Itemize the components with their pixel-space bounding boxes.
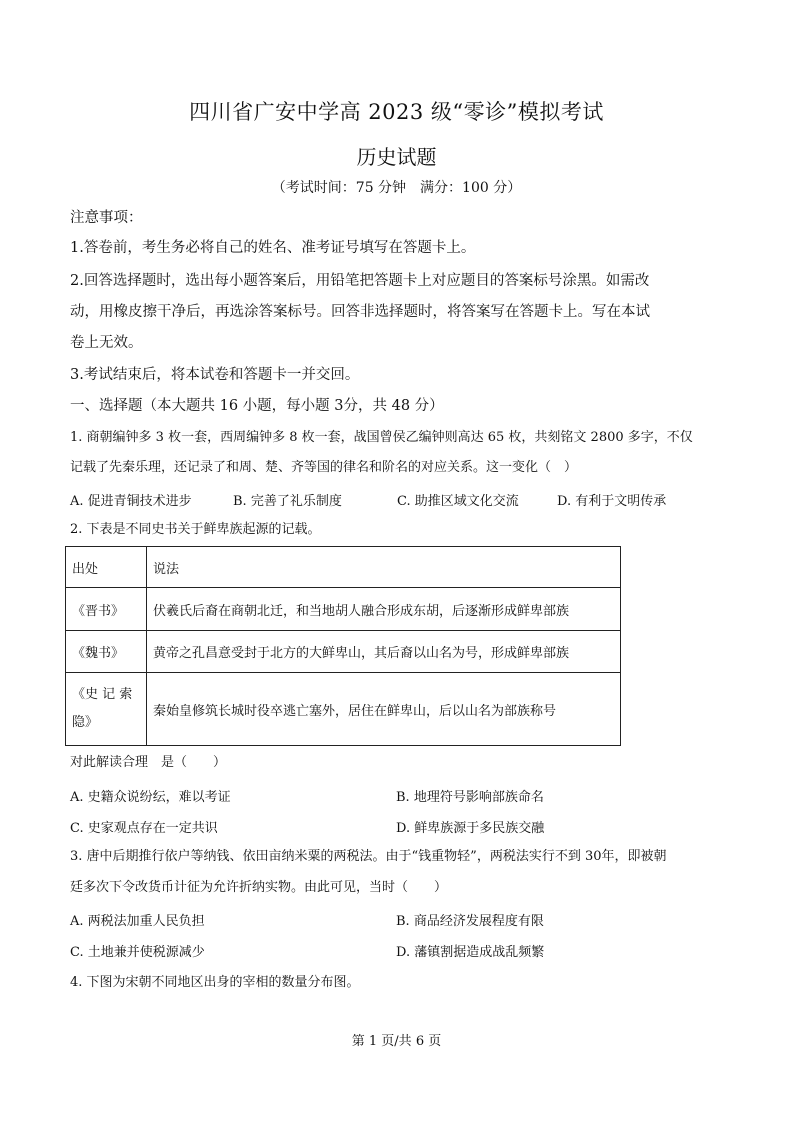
table-cell-claim: 黄帝之孔昌意受封于北方的大鲜卑山，其后裔以山名为号，形成鲜卑部族 bbox=[147, 631, 621, 673]
section-1-heading: 一、选择题（本大题共 16 小题，每小题 3分，共 48 分） bbox=[70, 398, 444, 414]
note-1: 1.答卷前，考生务必将自己的姓名、准考证号填写在答题卡上。 bbox=[70, 240, 476, 256]
q3-option-c: C. 土地兼并使税源减少 bbox=[70, 945, 205, 960]
exam-info: （考试时间：75 分钟 满分：100 分） bbox=[271, 180, 522, 196]
q1-stem-line-1: 1. 商朝编钟多 3 枚一套，西周编钟多 8 枚一套，战国曾侯乙编钟则高达 65 枚，共刻铭文 2800 多字，不仅 bbox=[70, 430, 693, 445]
table-header-row bbox=[66, 547, 621, 588]
q2-option-c: C. 史家观点存在一定共识 bbox=[70, 821, 218, 836]
page-footer: 第 1 页/共 6 页 bbox=[351, 1034, 442, 1049]
table-cell-source bbox=[66, 673, 147, 746]
table-cell-source-line-2: 隐》 bbox=[72, 715, 99, 730]
table-cell-source: 《晋书》 bbox=[66, 588, 147, 631]
q3-option-a: A. 两税法加重人民负担 bbox=[70, 914, 205, 929]
exam-title: 四川省广安中学高 2023 级“零诊”模拟考试 bbox=[189, 100, 604, 124]
table-row bbox=[66, 631, 621, 673]
table-header-source: 出处 bbox=[66, 547, 147, 588]
note-2-line-1: 2.回答选择题时，选出每小题答案后，用铅笔把答题卡上对应题目的答案标号涂黑。如需改 bbox=[70, 273, 650, 289]
q2-question: 对此解读合理 是（ ） bbox=[70, 755, 227, 770]
q1-option-b: B. 完善了礼乐制度 bbox=[233, 494, 342, 509]
table-header-claim: 说法 bbox=[147, 547, 621, 588]
table-row bbox=[66, 673, 621, 746]
note-3: 3.考试结束后，将本试卷和答题卡一并交回。 bbox=[70, 367, 360, 383]
q3-stem-line-1: 3. 唐中后期推行依户等纳钱、依田亩纳米粟的两税法。由于“钱重物轻”，两税法实行不到 30年，即被朝 bbox=[70, 849, 667, 864]
notes-heading: 注意事项： bbox=[70, 210, 143, 226]
q3-option-d: D. 藩镇割据造成战乱频繁 bbox=[396, 945, 545, 960]
table-row bbox=[66, 588, 621, 631]
q2-stem: 2. 下表是不同史书关于鲜卑族起源的记载。 bbox=[70, 522, 321, 537]
q1-option-c: C. 助推区域文化交流 bbox=[397, 494, 519, 509]
q1-option-a: A. 促进青铜技术进步 bbox=[70, 494, 192, 509]
q1-stem-line-2: 记载了先秦乐理，还记录了和周、楚、齐等国的律名和阶名的对应关系。这一变化（ ） bbox=[70, 460, 578, 475]
q3-option-b: B. 商品经济发展程度有限 bbox=[396, 914, 544, 929]
q1-option-d: D. 有利于文明传承 bbox=[557, 494, 667, 509]
table-cell-source: 《魏书》 bbox=[66, 631, 147, 673]
subject-title: 历史试题 bbox=[356, 145, 437, 169]
q2-option-b: B. 地理符号影响部族命名 bbox=[396, 790, 544, 805]
q4-stem: 4. 下图为宋朝不同地区出身的宰相的数量分布图。 bbox=[70, 975, 360, 990]
table-cell-claim: 秦始皇修筑长城时役卒逃亡塞外，居住在鲜卑山，后以山名为部族称号 bbox=[147, 673, 621, 746]
q2-option-d: D. 鲜卑族源于多民族交融 bbox=[396, 821, 545, 836]
q2-option-a: A. 史籍众说纷纭，难以考证 bbox=[70, 790, 231, 805]
note-2-line-2: 动，用橡皮擦干净后，再选涂答案标号。回答非选择题时，将答案写在答题卡上。写在本试 bbox=[70, 304, 650, 320]
table-cell-source-line-1: 《史 记 索 bbox=[72, 687, 133, 702]
note-2-line-3: 卷上无效。 bbox=[70, 335, 143, 351]
table-cell-claim: 伏羲氏后裔在商朝北迁，和当地胡人融合形成东胡，后逐渐形成鲜卑部族 bbox=[147, 588, 621, 631]
q3-stem-line-2: 廷多次下令改货币计征为允许折纳实物。由此可见，当时（ ） bbox=[70, 880, 448, 895]
q2-source-table bbox=[65, 546, 621, 746]
